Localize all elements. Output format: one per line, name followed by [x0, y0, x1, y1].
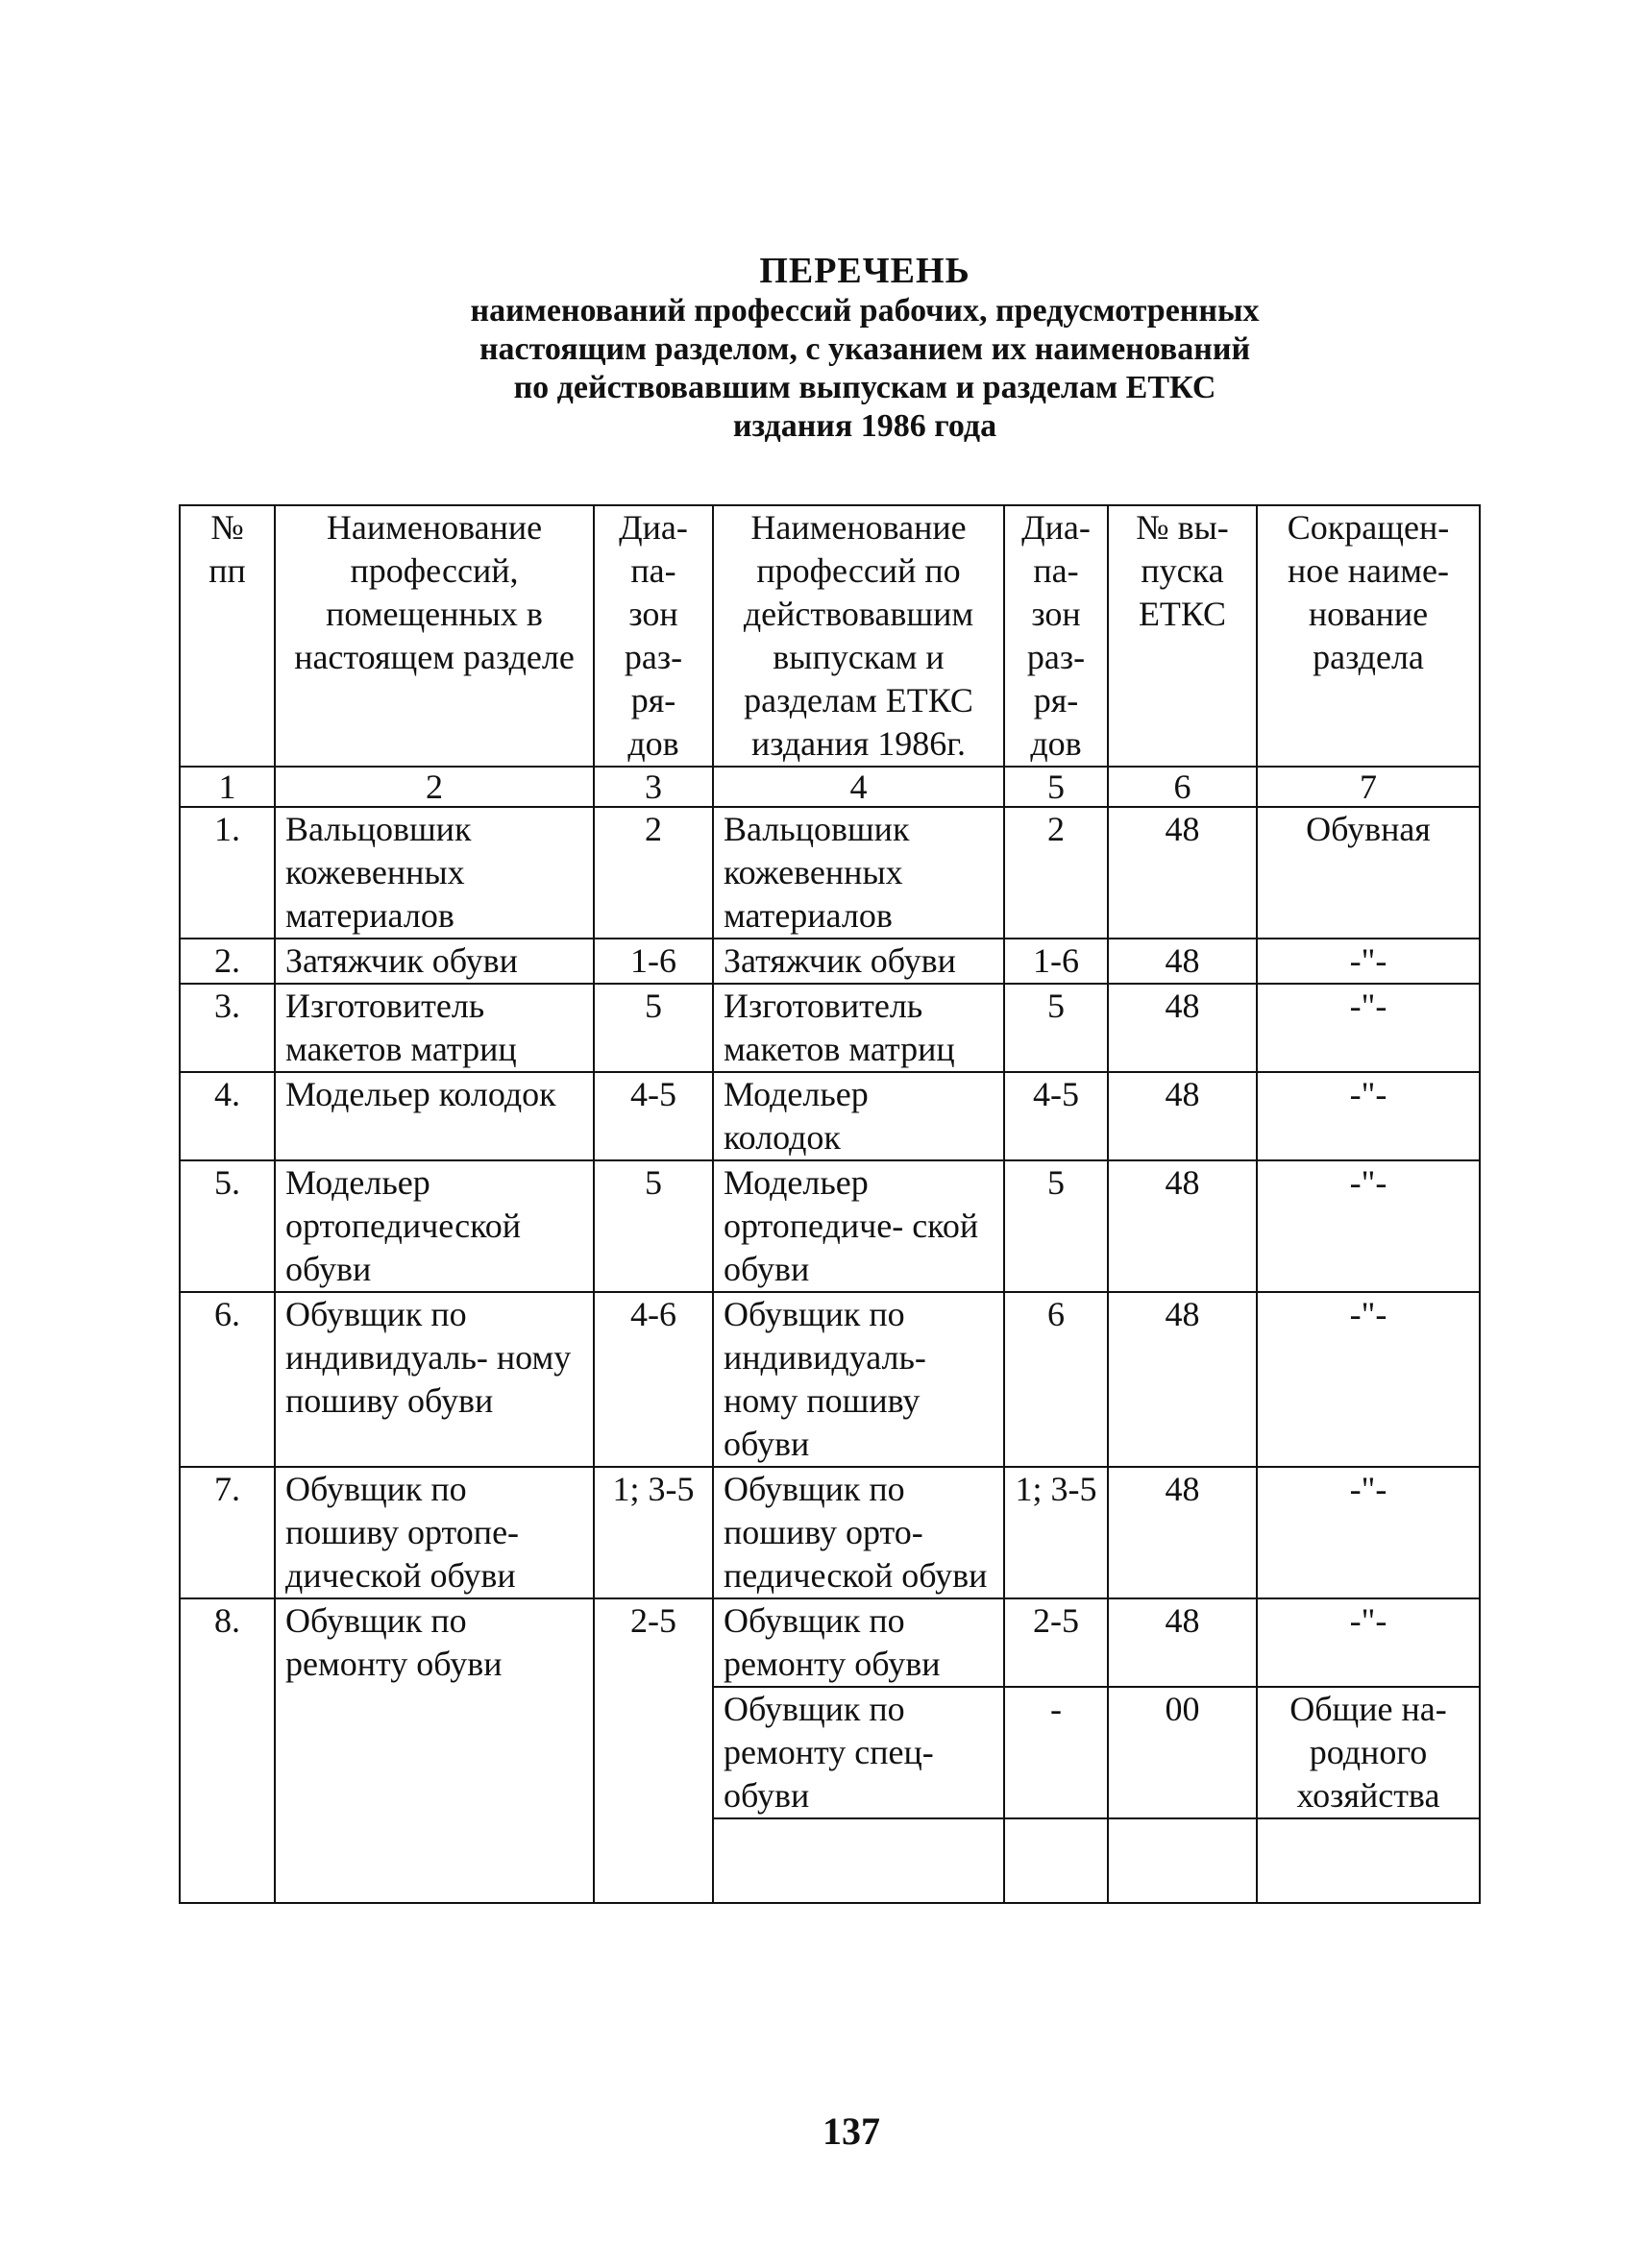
- row-issue: 00: [1108, 1687, 1257, 1818]
- row-section: -"-: [1257, 1160, 1480, 1292]
- row-issue: 48: [1108, 1467, 1257, 1598]
- row-old-range: 1-6: [1004, 939, 1108, 984]
- row-old-range: 2: [1004, 807, 1108, 939]
- column-number: 2: [275, 767, 594, 807]
- row-name: Изготовитель макетов матриц: [275, 984, 594, 1072]
- row-num: 2.: [180, 939, 275, 984]
- row-old-name: Затяжчик обуви: [713, 939, 1004, 984]
- row-section: -"-: [1257, 1292, 1480, 1467]
- row-issue: 48: [1108, 1160, 1257, 1292]
- heading-line: наименований профессий рабочих, предусмотренных: [470, 293, 1260, 329]
- row-range: 2-5: [594, 1598, 713, 1903]
- column-numbers-row: [180, 767, 1480, 807]
- empty-cell: [1004, 1818, 1108, 1903]
- row-old-range: 2-5: [1004, 1598, 1108, 1687]
- table-row: [180, 1160, 1480, 1292]
- table-row: [180, 807, 1480, 939]
- table-row: [180, 1467, 1480, 1598]
- row-issue: 48: [1108, 1598, 1257, 1687]
- header-old-name: Наименование профессий по действовавшим выпускам и разделам ЕТКС издания 1986г.: [713, 505, 1004, 767]
- row-section: Общие на- родного хозяйства: [1257, 1687, 1480, 1818]
- row-name: Обувщик по ремонту обуви: [275, 1598, 594, 1903]
- row-old-range: 6: [1004, 1292, 1108, 1467]
- row-range: 4-6: [594, 1292, 713, 1467]
- row-name: Обувщик по пошиву ортопе- дической обуви: [275, 1467, 594, 1598]
- row-issue: 48: [1108, 1072, 1257, 1160]
- heading-line: настоящим разделом, с указанием их наименований: [479, 331, 1251, 367]
- document-heading: [288, 252, 1441, 446]
- table-row: [180, 1598, 1480, 1687]
- header-num: № пп: [180, 505, 275, 767]
- row-name: Затяжчик обуви: [275, 939, 594, 984]
- row-range: 5: [594, 984, 713, 1072]
- header-issue: № вы- пуска ЕТКС: [1108, 505, 1257, 767]
- table-row: [180, 939, 1480, 984]
- row-section: Обувная: [1257, 807, 1480, 939]
- row-old-name: Обувщик по ремонту спец- обуви: [713, 1687, 1004, 1818]
- row-range: 2: [594, 807, 713, 939]
- row-section: -"-: [1257, 984, 1480, 1072]
- row-old-name: Модельер ортопедиче- ской обуви: [713, 1160, 1004, 1292]
- row-issue: 48: [1108, 1292, 1257, 1467]
- row-name: Обувщик по индивидуаль- ному пошиву обуви: [275, 1292, 594, 1467]
- column-number: 1: [180, 767, 275, 807]
- row-range: 4-5: [594, 1072, 713, 1160]
- row-old-name: Обувщик по пошиву орто- педической обуви: [713, 1467, 1004, 1598]
- row-old-range: 5: [1004, 1160, 1108, 1292]
- empty-cell: [1108, 1818, 1257, 1903]
- column-number: 6: [1108, 767, 1257, 807]
- header-name: Наименование профессий, помещенных в настоящем разделе: [275, 505, 594, 767]
- row-old-range: 5: [1004, 984, 1108, 1072]
- row-range: 1-6: [594, 939, 713, 984]
- row-issue: 48: [1108, 807, 1257, 939]
- column-number: 4: [713, 767, 1004, 807]
- row-old-range: 1; 3-5: [1004, 1467, 1108, 1598]
- header-range: Диа- па- зон раз- ря- дов: [594, 505, 713, 767]
- row-range: 1; 3-5: [594, 1467, 713, 1598]
- table-row: [180, 1292, 1480, 1467]
- row-num: 4.: [180, 1072, 275, 1160]
- row-old-name: Модельер колодок: [713, 1072, 1004, 1160]
- table-row: [180, 1072, 1480, 1160]
- heading-line: по действовавшим выпускам и разделам ЕТКС: [513, 370, 1216, 405]
- row-section: -"-: [1257, 1598, 1480, 1687]
- row-name: Модельер колодок: [275, 1072, 594, 1160]
- column-number: 3: [594, 767, 713, 807]
- empty-cell: [1257, 1818, 1480, 1903]
- row-issue: 48: [1108, 984, 1257, 1072]
- header-section: Сокращен- ное наиме- нование раздела: [1257, 505, 1480, 767]
- row-num: 1.: [180, 807, 275, 939]
- empty-cell: [713, 1818, 1004, 1903]
- professions-table: [179, 504, 1481, 1904]
- header-row: [180, 505, 1480, 767]
- column-number: 7: [1257, 767, 1480, 807]
- row-section: -"-: [1257, 939, 1480, 984]
- row-old-name: Вальцовшик кожевенных материалов: [713, 807, 1004, 939]
- row-num: 8.: [180, 1598, 275, 1903]
- row-range: 5: [594, 1160, 713, 1292]
- row-old-name: Обувщик по индивидуаль- ному пошиву обуви: [713, 1292, 1004, 1467]
- header-old-range: Диа- па- зон раз- ря- дов: [1004, 505, 1108, 767]
- row-old-name: Обувщик по ремонту обуви: [713, 1598, 1004, 1687]
- row-name: Вальцовшик кожевенных материалов: [275, 807, 594, 939]
- column-number: 5: [1004, 767, 1108, 807]
- row-old-name: Изготовитель макетов матриц: [713, 984, 1004, 1072]
- row-issue: 48: [1108, 939, 1257, 984]
- heading-title: ПЕРЕЧЕНЬ: [759, 251, 970, 291]
- row-section: -"-: [1257, 1467, 1480, 1598]
- row-old-range: -: [1004, 1687, 1108, 1818]
- row-old-range: 4-5: [1004, 1072, 1108, 1160]
- row-num: 6.: [180, 1292, 275, 1467]
- row-num: 7.: [180, 1467, 275, 1598]
- row-num: 3.: [180, 984, 275, 1072]
- page-number: 137: [822, 2109, 880, 2153]
- row-num: 5.: [180, 1160, 275, 1292]
- heading-line: издания 1986 года: [732, 408, 997, 444]
- row-section: -"-: [1257, 1072, 1480, 1160]
- table-row: [180, 984, 1480, 1072]
- row-name: Модельер ортопедической обуви: [275, 1160, 594, 1292]
